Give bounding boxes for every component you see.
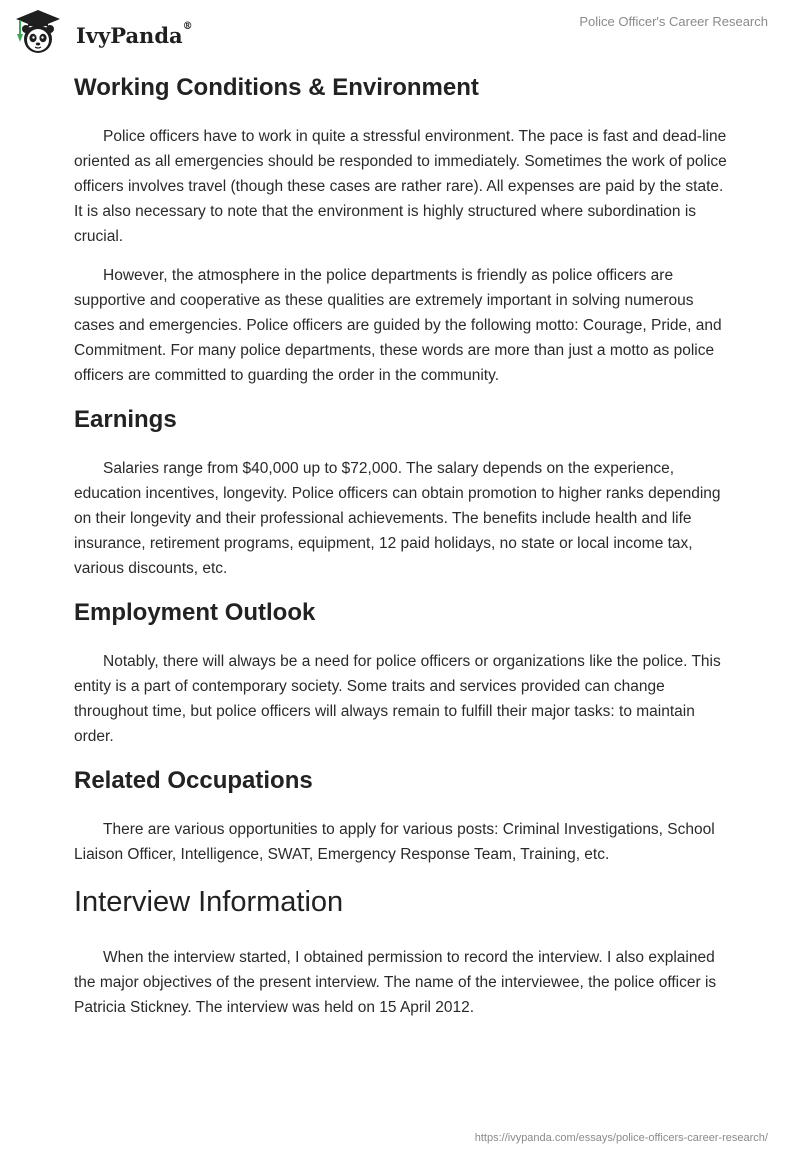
main-heading: Interview Information	[74, 886, 344, 918]
paragraph: Notably, there will always be a need for police officers or organizations like the police. This entity is a part of contemporary society. Some traits and services provided can change throughout time, but police officers will always remain to fulfill their major tasks: to maintain order.	[74, 653, 721, 745]
panda-graduate-icon	[14, 8, 62, 56]
section-interview-information	[74, 881, 734, 1020]
document-title: Police Officer's Career Research	[579, 14, 768, 29]
ivypanda-logo[interactable]	[14, 8, 204, 56]
section-related-occupations	[74, 763, 734, 867]
section-heading: Employment Outlook	[74, 599, 316, 626]
section-earnings	[74, 402, 734, 581]
paragraph: Police officers have to work in quite a stressful environment. The pace is fast and dead-line oriented as all emergencies should be responded to immediately. Sometimes the work of police officers involves travel (though these cases are rather rare). All expenses are paid by the state. It is also necessary to note that the environment is highly structured where subordination is crucial.	[74, 128, 727, 245]
section-heading: Earnings	[74, 406, 177, 433]
logo-wordmark: IvyPanda®	[76, 21, 193, 48]
section-heading: Related Occupations	[74, 767, 313, 794]
section-employment-outlook	[74, 595, 734, 749]
paragraph: However, the atmosphere in the police departments is friendly as police officers are supportive and cooperative as these qualities are extremely important in solving numerous cases and emergencies. Police officers are guided by the following motto: Courage, Pride, and Commitment. For many police departments, these words are more than just a motto as police officers are committed to guarding the order in the community.	[74, 267, 722, 384]
source-url[interactable]: https://ivypanda.com/essays/police-officers-career-research/	[474, 1132, 768, 1144]
paragraph: Salaries range from $40,000 up to $72,000. The salary depends on the experience, education incentives, longevity. Police officers can obtain promotion to higher ranks depending on their longevity and their professional achievements. The benefits include health and life insurance, retirement programs, equipment, 12 paid holidays, no state or local income tax, various discounts, etc.	[74, 460, 721, 577]
page-header	[0, 0, 800, 62]
paragraph: When the interview started, I obtained permission to record the interview. I also explained the major objectives of the present interview. The name of the interviewee, the police officer is Patricia Stickney. The interview was held on 15 April 2012.	[74, 949, 717, 1016]
section-working-conditions	[74, 70, 734, 388]
paragraph: There are various opportunities to apply for various posts: Criminal Investigations, School Liaison Officer, Intelligence, SWAT, Emergency Response Team, Training, etc.	[74, 821, 715, 863]
section-heading: Working Conditions & Environment	[74, 74, 479, 101]
document-body	[74, 70, 734, 1034]
